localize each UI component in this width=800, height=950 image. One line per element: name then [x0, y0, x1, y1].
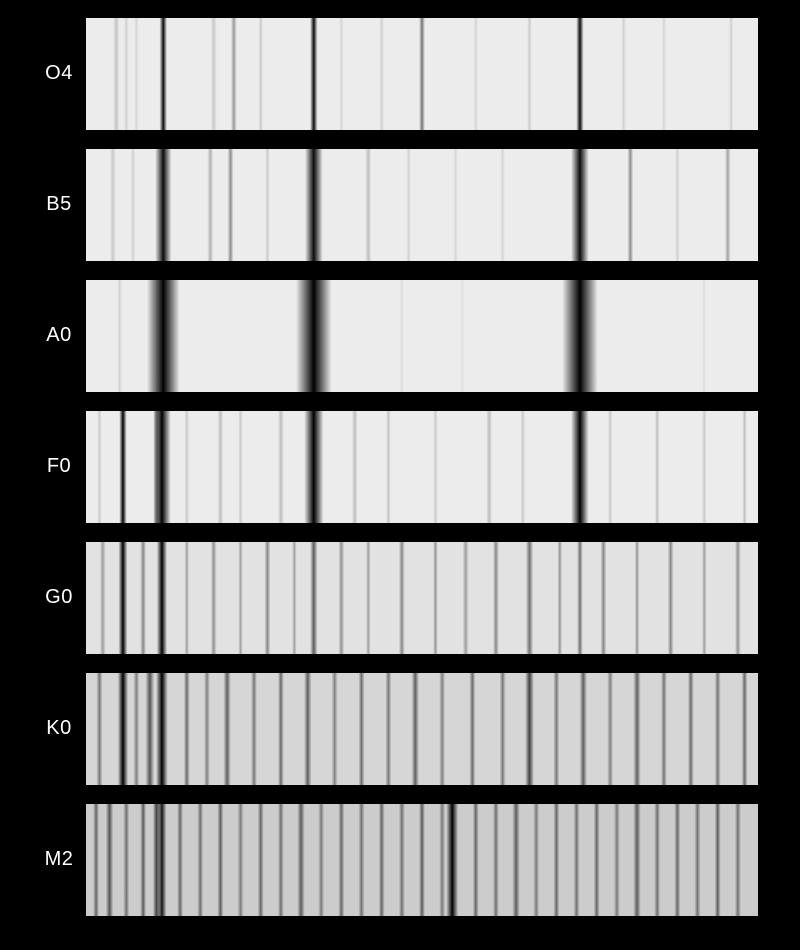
absorption-line: [217, 411, 223, 523]
absorption-line: [359, 804, 365, 916]
absorption-line: [702, 542, 706, 654]
absorption-line: [292, 542, 296, 654]
absorption-line: [729, 18, 733, 130]
absorption-line: [147, 280, 180, 392]
absorption-line: [124, 18, 128, 130]
absorption-line: [338, 542, 344, 654]
absorption-line: [386, 411, 390, 523]
absorption-line: [305, 149, 323, 261]
spectrum-row-f0: [0, 411, 800, 523]
spectrum-strip: [86, 411, 758, 523]
absorption-line: [654, 804, 660, 916]
absorption-line: [594, 804, 600, 916]
absorption-line: [359, 673, 365, 785]
absorption-line: [296, 280, 331, 392]
absorption-line: [204, 673, 210, 785]
absorption-line: [100, 542, 106, 654]
absorption-line: [177, 804, 183, 916]
absorption-line: [110, 149, 116, 261]
absorption-line: [419, 18, 425, 130]
absorption-line: [258, 804, 264, 916]
spectrum-svg: [86, 411, 758, 523]
absorption-line: [446, 804, 458, 916]
spectral-class-label: F0: [46, 455, 72, 477]
absorption-line: [379, 804, 385, 916]
absorption-line: [156, 673, 168, 785]
spectral-class-label: O4: [45, 62, 73, 84]
absorption-line: [527, 18, 531, 130]
absorption-line: [576, 18, 583, 130]
spectrum-strip: [86, 280, 758, 392]
absorption-line: [742, 673, 748, 785]
spectrum-svg: [86, 673, 758, 785]
absorption-line: [238, 542, 242, 654]
absorption-line: [655, 411, 659, 523]
absorption-line: [419, 804, 425, 916]
spectral-class-label: K0: [46, 717, 72, 739]
absorption-line: [460, 280, 464, 392]
absorption-line: [119, 542, 128, 654]
spectrum-svg: [86, 804, 758, 916]
absorption-line: [469, 673, 475, 785]
absorption-line: [259, 18, 263, 130]
absorption-line: [278, 411, 284, 523]
absorption-line: [339, 18, 343, 130]
absorption-line: [662, 18, 666, 130]
spectrum-row-a0: [0, 280, 800, 392]
absorption-line: [185, 411, 189, 523]
spectrum-continuum: [86, 149, 758, 261]
absorption-line: [608, 411, 612, 523]
absorption-line: [577, 542, 583, 654]
absorption-line: [493, 804, 499, 916]
absorption-line: [352, 411, 358, 523]
absorption-line: [119, 411, 126, 523]
absorption-line: [702, 280, 706, 392]
absorption-line: [117, 280, 121, 392]
absorption-line: [486, 411, 492, 523]
absorption-line: [304, 673, 311, 785]
spectrum-svg: [86, 280, 758, 392]
absorption-line: [633, 673, 640, 785]
absorption-line: [231, 18, 237, 130]
absorption-line: [439, 673, 445, 785]
spectrum-svg: [86, 18, 758, 130]
absorption-line: [140, 804, 146, 916]
absorption-line: [571, 149, 589, 261]
absorption-line: [93, 804, 99, 916]
absorption-line: [184, 673, 190, 785]
absorption-line: [366, 542, 370, 654]
absorption-line: [278, 804, 284, 916]
absorption-line: [332, 673, 338, 785]
absorption-line: [133, 673, 139, 785]
absorption-line: [580, 673, 587, 785]
absorption-line: [365, 149, 371, 261]
absorption-line: [297, 804, 304, 916]
absorption-line: [526, 542, 533, 654]
spectrum-continuum: [86, 280, 758, 392]
absorption-line: [661, 673, 667, 785]
absorption-line: [715, 673, 721, 785]
absorption-line: [525, 673, 534, 785]
absorption-line: [265, 149, 269, 261]
absorption-line: [157, 542, 167, 654]
absorption-line: [412, 673, 419, 785]
spectrum-strip: [86, 18, 758, 130]
absorption-line: [251, 673, 257, 785]
absorption-line: [735, 542, 741, 654]
absorption-line: [553, 804, 559, 916]
absorption-line: [140, 542, 146, 654]
absorption-line: [217, 804, 223, 916]
absorption-line: [500, 149, 504, 261]
absorption-line: [433, 542, 437, 654]
absorption-line: [134, 18, 138, 130]
spectral-class-label: M2: [44, 848, 74, 870]
absorption-line: [633, 804, 640, 916]
spectrum-svg: [86, 149, 758, 261]
absorption-line: [621, 18, 625, 130]
absorption-line: [385, 673, 391, 785]
absorption-line: [453, 149, 457, 261]
absorption-line: [399, 804, 405, 916]
absorption-line: [207, 149, 213, 261]
absorption-line: [155, 149, 171, 261]
absorption-line: [553, 673, 559, 785]
absorption-line: [607, 673, 613, 785]
absorption-line: [735, 804, 741, 916]
absorption-line: [627, 149, 633, 261]
absorption-line: [238, 411, 242, 523]
spectrum-svg: [86, 542, 758, 654]
absorption-line: [614, 804, 620, 916]
absorption-line: [742, 411, 746, 523]
absorption-line: [600, 542, 606, 654]
absorption-line: [635, 542, 639, 654]
absorption-line: [223, 673, 230, 785]
absorption-line: [521, 411, 525, 523]
absorption-line: [668, 542, 674, 654]
absorption-line: [439, 804, 445, 916]
absorption-line: [473, 804, 479, 916]
spectral-class-label: B5: [46, 193, 72, 215]
absorption-line: [185, 542, 189, 654]
absorption-line: [238, 804, 244, 916]
absorption-line: [123, 804, 129, 916]
absorption-line: [725, 149, 731, 261]
absorption-line: [158, 804, 167, 916]
absorption-line: [197, 804, 203, 916]
absorption-line: [500, 673, 506, 785]
spectrum-row-o4: [0, 18, 800, 130]
absorption-line: [304, 411, 323, 523]
absorption-line: [674, 804, 680, 916]
absorption-line: [533, 804, 539, 916]
absorption-line: [264, 542, 270, 654]
absorption-line: [106, 804, 113, 916]
spectrum-strip: [86, 673, 758, 785]
absorption-line: [558, 542, 562, 654]
absorption-line: [318, 804, 324, 916]
absorption-line: [145, 673, 154, 785]
absorption-line: [715, 804, 721, 916]
absorption-line: [400, 280, 404, 392]
absorption-line: [338, 804, 344, 916]
spectrum-row-g0: [0, 542, 800, 654]
spectral-class-label: G0: [45, 586, 73, 608]
absorption-line: [278, 673, 284, 785]
spectrum-strip: [86, 804, 758, 916]
absorption-line: [512, 804, 519, 916]
absorption-line: [675, 149, 679, 261]
spectrum-strip: [86, 149, 758, 261]
absorption-line: [399, 542, 405, 654]
spectrum-row-k0: [0, 673, 800, 785]
absorption-line: [562, 280, 597, 392]
absorption-line: [118, 673, 128, 785]
absorption-line: [433, 411, 437, 523]
absorption-line: [493, 542, 499, 654]
spectrum-row-b5: [0, 149, 800, 261]
absorption-line: [153, 411, 171, 523]
absorption-line: [702, 411, 706, 523]
absorption-line: [379, 18, 383, 130]
absorption-line: [96, 673, 102, 785]
absorption-line: [310, 18, 317, 130]
absorption-line: [211, 18, 217, 130]
absorption-line: [695, 804, 701, 916]
spectrum-strip: [86, 542, 758, 654]
absorption-line: [160, 18, 167, 130]
absorption-line: [131, 149, 135, 261]
absorption-line: [463, 542, 469, 654]
spectrum-row-m2: [0, 804, 800, 916]
absorption-line: [688, 673, 694, 785]
absorption-line: [113, 18, 119, 130]
spectral-class-label: A0: [46, 324, 72, 346]
absorption-line: [310, 542, 317, 654]
absorption-line: [571, 411, 589, 523]
absorption-line: [574, 804, 580, 916]
absorption-line: [97, 411, 101, 523]
absorption-line: [211, 542, 217, 654]
absorption-line: [406, 149, 410, 261]
absorption-line: [474, 18, 478, 130]
absorption-line: [228, 149, 234, 261]
